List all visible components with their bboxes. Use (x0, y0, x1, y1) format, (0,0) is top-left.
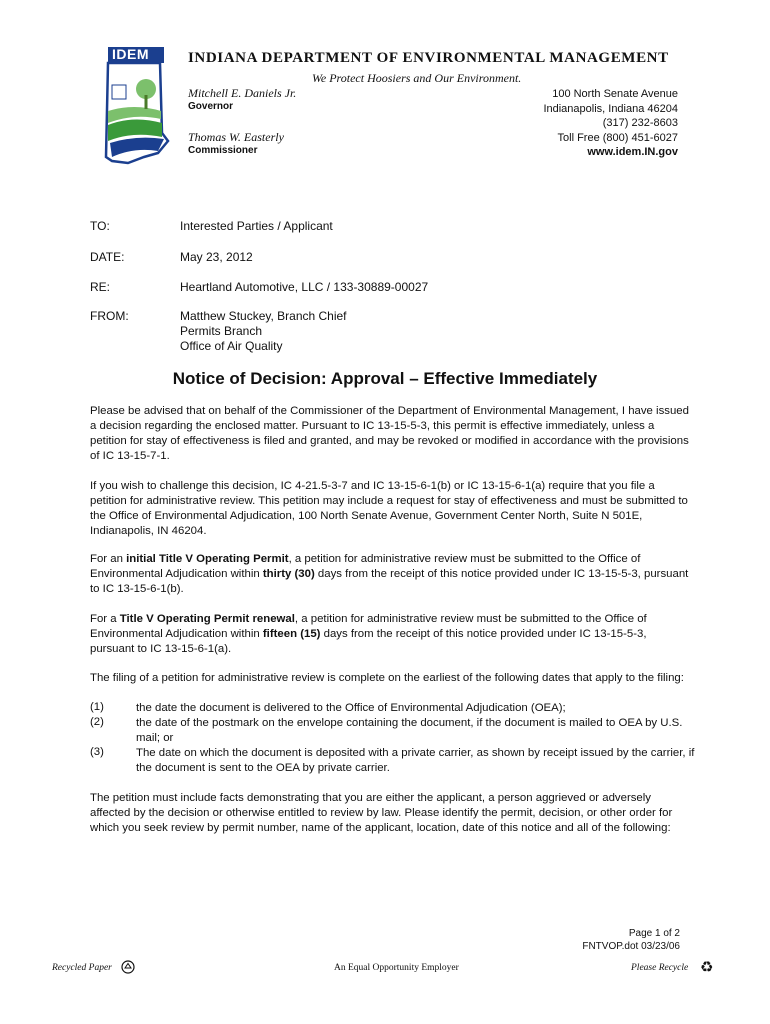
toll-free: Toll Free (800) 451-6027 (557, 131, 678, 144)
from-line3: Office of Air Quality (180, 339, 283, 353)
to-value: Interested Parties / Applicant (180, 219, 333, 233)
list-item: the date the document is delivered to the Office of Environmental Adjudication (OEA); (136, 702, 566, 714)
address-line1: 100 North Senate Avenue (552, 88, 678, 100)
from-line1: Matthew Stuckey, Branch Chief (180, 309, 347, 323)
website-link[interactable]: www.idem.IN.gov (587, 146, 678, 158)
page-info (582, 927, 680, 953)
commissioner-title: Commissioner (188, 145, 258, 156)
page-number: Page 1 of 2 (628, 928, 680, 939)
p3-text: , a petition for administrative review must be submitted to the Office of Environmental Adjudication within (90, 553, 641, 580)
list-item: the date of the postmark on the envelope containing the document, if the document is mailed to OEA by U.S. mail; or (136, 717, 683, 744)
to-label: TO: (90, 219, 110, 233)
date-value: May 23, 2012 (180, 250, 253, 264)
motto: We Protect Hoosiers and Our Environment. (312, 71, 522, 85)
list-number: (1) (90, 701, 104, 713)
footer-equal-opportunity: An Equal Opportunity Employer (334, 963, 459, 973)
department-title: INDIANA DEPARTMENT OF ENVIRONMENTAL MANAGEMENT (188, 50, 669, 66)
from-value (180, 309, 347, 354)
paragraph-3 (90, 552, 690, 597)
paragraph-5: The filing of a petition for administrative review is complete on the earliest of the following dates that apply to the filing: (90, 672, 684, 684)
p4-text: , a petition for administrative review must be submitted to the Office of Environmental Adjudication within (90, 613, 647, 640)
from-label: FROM: (90, 309, 129, 323)
commissioner-name: Thomas W. Easterly (188, 130, 284, 144)
list-item: The date on which the document is deposited with a private carrier, as shown by receipt issued by the carrier, if the document is sent to the OEA by private carrier. (136, 747, 695, 774)
re-label: RE: (90, 280, 111, 294)
p3-deadline: thirty (30) (262, 568, 315, 580)
paragraph-1: Please be advised that on behalf of the Commissioner of the Department of Environmental Management, I have issued a decision regarding the enclosed matter. Pursuant to IC 13-15-5-3, this permit is effective immediately, unless a petition for stay of effectiveness is filed and granted, and may be revoked or modified in accordance with the provisions of IC 13-15-7-1. (90, 405, 689, 462)
list-number: (3) (90, 746, 104, 758)
paragraph-4 (90, 612, 690, 657)
p4-deadline: fifteen (15) (262, 628, 321, 640)
list-number: (2) (90, 716, 104, 728)
logo-text: IDEM (112, 46, 149, 62)
p4-text: days from the receipt of this notice provided under IC 13-15-5-3, pursuant to IC 13-15-6-1(a). (90, 628, 647, 655)
p3-text: For an (90, 553, 127, 565)
form-id: FNTVOP.dot 03/23/06 (582, 941, 680, 952)
notice-title: Notice of Decision: Approval – Effective Immediately (172, 369, 598, 388)
date-label: DATE: (90, 250, 125, 264)
paragraph-6: The petition must include facts demonstrating that you are either the applicant, a person aggrieved or adversely affected by the decision or otherwise entitled to review by law. Please identify the permit, decision, or other order for which you seek review by permit number, name of the applicant, location, date of this notice and all of the following: (90, 792, 673, 834)
governor-title: Governor (188, 101, 234, 112)
paragraph-2: If you wish to challenge this decision, IC 4-21.5-3-7 and IC 13-15-6-1(b) or IC 13-15-6-1(a) require that you file a petition for administrative review. This petition may include a request for stay of effectiveness and must be submitted to the Office of Environmental Adjudication, 100 North Senate Avenue, Government Center North, Suite N 501E, Indianapolis, IN 46204. (90, 480, 688, 537)
p3-permit-type: initial Title V Operating Permit (126, 553, 289, 565)
re-value: Heartland Automotive, LLC / 133-30889-00027 (180, 280, 429, 294)
p3-text: days from the receipt of this notice provided under IC 13-15-5-3, pursuant to IC 13-15-6-1(b). (90, 568, 689, 595)
phone: (317) 232-8603 (602, 117, 678, 129)
p4-permit-type: Title V Operating Permit renewal (119, 613, 295, 625)
footer-recycled-paper: Recycled Paper (52, 963, 112, 973)
address-block (543, 87, 678, 160)
idem-logo (98, 45, 178, 165)
recycled-paper-icon (121, 960, 135, 974)
p4-text: For a (90, 613, 120, 625)
footer-please-recycle: Please Recycle (631, 963, 689, 973)
from-line2: Permits Branch (180, 324, 263, 338)
address-line2: Indianapolis, Indiana 46204 (543, 102, 678, 115)
governor-name: Mitchell E. Daniels Jr. (188, 86, 297, 100)
recycle-icon: ♻ (700, 958, 714, 976)
